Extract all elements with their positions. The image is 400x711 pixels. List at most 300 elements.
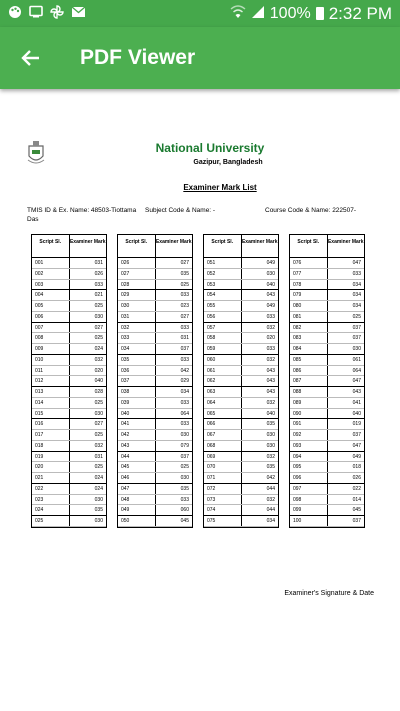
script-sl-cell: 033 bbox=[118, 333, 156, 343]
mark-cell: 037 bbox=[180, 453, 189, 460]
mark-cell: 024 bbox=[94, 346, 103, 352]
table-row bbox=[32, 366, 106, 377]
table-row bbox=[204, 280, 278, 291]
mark-cell: 049 bbox=[266, 260, 275, 266]
script-sl-cell: 026 bbox=[118, 258, 156, 268]
script-sl-cell: 047 bbox=[118, 484, 156, 494]
script-sl-cell: 024 bbox=[32, 505, 70, 515]
script-sl-cell: 066 bbox=[204, 419, 242, 429]
tv-icon bbox=[29, 5, 43, 22]
mark-cell: 033 bbox=[180, 399, 189, 406]
mark-cell: 026 bbox=[352, 475, 361, 481]
script-sl-cell: 081 bbox=[290, 312, 328, 322]
script-sl-cell: 067 bbox=[204, 430, 242, 440]
table-row bbox=[32, 323, 106, 334]
university-address: Gazipur, Bangladesh bbox=[193, 159, 263, 166]
script-sl-cell: 012 bbox=[32, 376, 70, 386]
script-sl-cell: 006 bbox=[32, 312, 70, 322]
mark-cell: 047 bbox=[352, 378, 361, 385]
table-row bbox=[204, 516, 278, 527]
table-row bbox=[204, 355, 278, 366]
mark-cell: 033 bbox=[94, 281, 103, 288]
mark-cell: 025 bbox=[352, 313, 361, 320]
table-row bbox=[118, 516, 192, 527]
script-sl-cell: 094 bbox=[290, 452, 328, 462]
mail-icon bbox=[71, 6, 86, 22]
mark-cell: 033 bbox=[180, 496, 189, 503]
script-sl-cell: 061 bbox=[204, 366, 242, 376]
mark-cell: 020 bbox=[266, 335, 275, 342]
table-row bbox=[118, 376, 192, 387]
script-sl-cell: 074 bbox=[204, 505, 242, 515]
mark-cell: 037 bbox=[352, 324, 361, 331]
script-sl-cell: 072 bbox=[204, 484, 242, 494]
table-row bbox=[204, 376, 278, 387]
table-row bbox=[118, 301, 192, 312]
table-row bbox=[32, 419, 106, 430]
header-script-sl: Script Sl. bbox=[290, 235, 328, 257]
table-row bbox=[118, 462, 192, 473]
header-examiner-mark: Examiner Mark bbox=[327, 239, 364, 245]
table-row bbox=[290, 280, 364, 291]
mark-cell: 030 bbox=[266, 442, 275, 449]
script-sl-cell: 001 bbox=[32, 258, 70, 268]
mark-cell: 033 bbox=[180, 324, 189, 331]
script-sl-cell: 073 bbox=[204, 495, 242, 505]
table-row bbox=[290, 452, 364, 463]
script-sl-cell: 014 bbox=[32, 398, 70, 408]
mark-cell: 028 bbox=[94, 389, 103, 395]
script-sl-cell: 036 bbox=[118, 366, 156, 376]
table-row bbox=[32, 516, 106, 527]
mark-cell: 042 bbox=[266, 475, 275, 481]
script-sl-cell: 016 bbox=[32, 419, 70, 429]
mark-cell: 022 bbox=[352, 485, 361, 492]
script-sl-cell: 053 bbox=[204, 280, 242, 290]
table-row bbox=[118, 430, 192, 441]
script-sl-cell: 007 bbox=[32, 323, 70, 333]
table-row bbox=[204, 441, 278, 452]
table-row bbox=[204, 312, 278, 323]
script-sl-cell: 098 bbox=[290, 495, 328, 505]
mark-cell: 030 bbox=[94, 518, 103, 524]
table-row bbox=[32, 312, 106, 323]
mark-cell: 027 bbox=[180, 313, 189, 320]
university-name: National University bbox=[155, 141, 265, 155]
mark-cell: 030 bbox=[180, 432, 189, 438]
script-sl-cell: 046 bbox=[118, 473, 156, 483]
table-row bbox=[290, 269, 364, 280]
script-sl-cell: 029 bbox=[118, 290, 156, 300]
mark-cell: 045 bbox=[180, 518, 189, 524]
script-sl-cell: 076 bbox=[290, 258, 328, 268]
script-sl-cell: 009 bbox=[32, 344, 70, 354]
script-sl-cell: 035 bbox=[118, 355, 156, 365]
mark-cell: 032 bbox=[94, 356, 103, 363]
mark-cell: 031 bbox=[180, 335, 189, 342]
header-script-sl: Script Sl. bbox=[32, 235, 70, 257]
mark-cell: 040 bbox=[266, 410, 275, 417]
mark-cell: 027 bbox=[94, 421, 103, 428]
mark-cell: 032 bbox=[266, 324, 275, 331]
header-script-sl: Script Sl. bbox=[118, 235, 156, 257]
script-sl-cell: 100 bbox=[290, 516, 328, 526]
script-sl-cell: 040 bbox=[118, 409, 156, 419]
table-row bbox=[32, 409, 106, 420]
table-row bbox=[290, 333, 364, 344]
mark-tables bbox=[31, 234, 365, 562]
mark-cell: 018 bbox=[352, 464, 361, 471]
table-row bbox=[32, 441, 106, 452]
mark-cell: 026 bbox=[94, 270, 103, 277]
table-row bbox=[290, 419, 364, 430]
mark-cell: 027 bbox=[180, 260, 189, 266]
script-sl-cell: 058 bbox=[204, 333, 242, 343]
mark-cell: 035 bbox=[266, 421, 275, 428]
script-sl-cell: 057 bbox=[204, 323, 242, 333]
script-sl-cell: 003 bbox=[32, 280, 70, 290]
table-row bbox=[32, 462, 106, 473]
table-row bbox=[204, 495, 278, 506]
table-row bbox=[118, 495, 192, 506]
mark-cell: 019 bbox=[352, 421, 361, 428]
notification-icons bbox=[8, 5, 86, 23]
mark-cell: 032 bbox=[266, 356, 275, 363]
script-sl-cell: 069 bbox=[204, 452, 242, 462]
script-sl-cell: 027 bbox=[118, 269, 156, 279]
mark-cell: 033 bbox=[266, 346, 275, 352]
script-sl-cell: 083 bbox=[290, 333, 328, 343]
table-row bbox=[118, 258, 192, 269]
script-sl-cell: 002 bbox=[32, 269, 70, 279]
script-sl-cell: 041 bbox=[118, 419, 156, 429]
table-header bbox=[290, 235, 364, 258]
script-sl-cell: 064 bbox=[204, 398, 242, 408]
table-row bbox=[118, 366, 192, 377]
mark-cell: 044 bbox=[266, 507, 275, 514]
script-sl-cell: 049 bbox=[118, 505, 156, 515]
script-sl-cell: 037 bbox=[118, 376, 156, 386]
script-sl-cell: 087 bbox=[290, 376, 328, 386]
table-row bbox=[32, 376, 106, 387]
mark-cell: 025 bbox=[94, 303, 103, 309]
table-row bbox=[204, 409, 278, 420]
script-sl-cell: 090 bbox=[290, 409, 328, 419]
script-sl-cell: 023 bbox=[32, 495, 70, 505]
table-row bbox=[118, 398, 192, 409]
mark-cell: 025 bbox=[94, 432, 103, 438]
script-sl-cell: 010 bbox=[32, 355, 70, 365]
table-row bbox=[290, 462, 364, 473]
system-status bbox=[230, 4, 392, 24]
script-sl-cell: 071 bbox=[204, 473, 242, 483]
mark-cell: 064 bbox=[180, 410, 189, 417]
table-row bbox=[118, 290, 192, 301]
table-row bbox=[204, 462, 278, 473]
table-row bbox=[32, 452, 106, 463]
script-sl-cell: 020 bbox=[32, 462, 70, 472]
script-sl-cell: 078 bbox=[290, 280, 328, 290]
table-row bbox=[32, 473, 106, 484]
table-row bbox=[290, 344, 364, 355]
table-row bbox=[290, 398, 364, 409]
clock: 2:32 PM bbox=[328, 3, 392, 23]
mark-cell: 043 bbox=[266, 389, 275, 395]
script-sl-cell: 099 bbox=[290, 505, 328, 515]
mark-cell: 040 bbox=[94, 378, 103, 385]
header-script-sl: Script Sl. bbox=[204, 235, 242, 257]
back-button[interactable] bbox=[0, 27, 62, 89]
script-sl-cell: 055 bbox=[204, 301, 242, 311]
mark-cell: 025 bbox=[94, 399, 103, 406]
script-sl-cell: 042 bbox=[118, 430, 156, 440]
mark-cell: 025 bbox=[94, 464, 103, 471]
table-row bbox=[290, 409, 364, 420]
table-row bbox=[32, 505, 106, 516]
mark-cell: 041 bbox=[352, 399, 361, 406]
table-row bbox=[32, 430, 106, 441]
mark-cell: 030 bbox=[180, 475, 189, 481]
mark-cell: 030 bbox=[352, 346, 361, 352]
table-row bbox=[204, 366, 278, 377]
script-sl-cell: 068 bbox=[204, 441, 242, 451]
mark-cell: 025 bbox=[180, 464, 189, 471]
status-bar bbox=[0, 0, 400, 27]
script-sl-cell: 052 bbox=[204, 269, 242, 279]
table-row bbox=[290, 484, 364, 495]
mark-cell: 023 bbox=[180, 303, 189, 309]
table-row bbox=[204, 419, 278, 430]
mark-cell: 060 bbox=[180, 507, 189, 514]
table-row bbox=[118, 280, 192, 291]
script-sl-cell: 060 bbox=[204, 355, 242, 365]
document-subtitle: Examiner Mark List bbox=[183, 183, 257, 192]
table-row bbox=[290, 366, 364, 377]
table-row bbox=[204, 290, 278, 301]
mark-cell: 024 bbox=[94, 475, 103, 481]
script-sl-cell: 022 bbox=[32, 484, 70, 494]
table-row bbox=[118, 387, 192, 398]
script-sl-cell: 031 bbox=[118, 312, 156, 322]
table-row bbox=[290, 495, 364, 506]
palette-icon bbox=[8, 5, 22, 23]
table-row bbox=[118, 409, 192, 420]
header-examiner-mark: Examiner Mark bbox=[241, 239, 278, 245]
mark-cell: 035 bbox=[266, 464, 275, 471]
mark-cell: 034 bbox=[180, 389, 189, 395]
script-sl-cell: 075 bbox=[204, 516, 242, 526]
mark-cell: 043 bbox=[266, 367, 275, 374]
pdf-page[interactable] bbox=[20, 130, 380, 610]
table-row bbox=[118, 452, 192, 463]
script-sl-cell: 050 bbox=[118, 516, 156, 526]
script-sl-cell: 011 bbox=[32, 366, 70, 376]
mark-table-2 bbox=[117, 234, 193, 528]
table-row bbox=[290, 301, 364, 312]
mark-cell: 030 bbox=[266, 432, 275, 438]
mark-cell: 061 bbox=[352, 356, 361, 363]
script-sl-cell: 054 bbox=[204, 290, 242, 300]
script-sl-cell: 021 bbox=[32, 473, 70, 483]
table-row bbox=[32, 495, 106, 506]
script-sl-cell: 063 bbox=[204, 387, 242, 397]
table-header bbox=[204, 235, 278, 258]
table-row bbox=[204, 452, 278, 463]
table-row bbox=[204, 323, 278, 334]
table-row bbox=[32, 269, 106, 280]
script-sl-cell: 084 bbox=[290, 344, 328, 354]
arrow-left-icon bbox=[21, 48, 41, 68]
script-sl-cell: 095 bbox=[290, 462, 328, 472]
mark-cell: 030 bbox=[94, 496, 103, 503]
mark-cell: 037 bbox=[352, 518, 361, 524]
mark-cell: 032 bbox=[266, 453, 275, 460]
script-sl-cell: 070 bbox=[204, 462, 242, 472]
table-row bbox=[290, 376, 364, 387]
script-sl-cell: 088 bbox=[290, 387, 328, 397]
table-row bbox=[290, 441, 364, 452]
mark-cell: 032 bbox=[266, 399, 275, 406]
script-sl-cell: 017 bbox=[32, 430, 70, 440]
script-sl-cell: 089 bbox=[290, 398, 328, 408]
script-sl-cell: 056 bbox=[204, 312, 242, 322]
battery-icon bbox=[316, 7, 324, 20]
script-sl-cell: 004 bbox=[32, 290, 70, 300]
script-sl-cell: 043 bbox=[118, 441, 156, 451]
table-row bbox=[32, 355, 106, 366]
mark-cell: 029 bbox=[180, 378, 189, 385]
script-sl-cell: 048 bbox=[118, 495, 156, 505]
battery-percent: 100% bbox=[269, 4, 311, 22]
course-info: Course Code & Name: 222507- bbox=[265, 207, 357, 214]
script-sl-cell: 030 bbox=[118, 301, 156, 311]
script-sl-cell: 045 bbox=[118, 462, 156, 472]
mark-cell: 033 bbox=[180, 356, 189, 363]
subject-info: Subject Code & Name: - bbox=[145, 207, 216, 214]
table-row bbox=[290, 505, 364, 516]
script-sl-cell: 085 bbox=[290, 355, 328, 365]
table-row bbox=[118, 269, 192, 280]
script-sl-cell: 013 bbox=[32, 387, 70, 397]
mark-cell: 034 bbox=[352, 303, 361, 309]
table-row bbox=[290, 430, 364, 441]
script-sl-cell: 079 bbox=[290, 290, 328, 300]
table-row bbox=[290, 387, 364, 398]
table-row bbox=[118, 419, 192, 430]
script-sl-cell: 062 bbox=[204, 376, 242, 386]
mark-cell: 044 bbox=[266, 485, 275, 492]
table-row bbox=[204, 258, 278, 269]
script-sl-cell: 018 bbox=[32, 441, 70, 451]
table-row bbox=[32, 290, 106, 301]
mark-cell: 040 bbox=[352, 410, 361, 417]
script-sl-cell: 091 bbox=[290, 419, 328, 429]
table-row bbox=[32, 398, 106, 409]
table-row bbox=[118, 441, 192, 452]
script-sl-cell: 092 bbox=[290, 430, 328, 440]
mark-cell: 037 bbox=[180, 346, 189, 352]
script-sl-cell: 080 bbox=[290, 301, 328, 311]
mark-cell: 045 bbox=[352, 507, 361, 514]
table-row bbox=[118, 355, 192, 366]
table-row bbox=[118, 333, 192, 344]
table-row bbox=[204, 344, 278, 355]
mark-cell: 030 bbox=[94, 410, 103, 417]
script-sl-cell: 044 bbox=[118, 452, 156, 462]
mark-table-4 bbox=[289, 234, 365, 528]
mark-cell: 031 bbox=[94, 453, 103, 460]
table-row bbox=[204, 301, 278, 312]
mark-cell: 037 bbox=[352, 335, 361, 342]
table-row bbox=[204, 484, 278, 495]
mark-cell: 024 bbox=[94, 485, 103, 492]
mark-cell: 031 bbox=[94, 260, 103, 266]
mark-cell: 037 bbox=[352, 432, 361, 438]
mark-cell: 033 bbox=[352, 270, 361, 277]
table-row bbox=[290, 312, 364, 323]
table-row bbox=[32, 333, 106, 344]
mark-cell: 040 bbox=[266, 281, 275, 288]
mark-cell: 033 bbox=[180, 292, 189, 299]
script-sl-cell: 065 bbox=[204, 409, 242, 419]
mark-table-1 bbox=[31, 234, 107, 528]
script-sl-cell: 019 bbox=[32, 452, 70, 462]
table-row bbox=[204, 398, 278, 409]
table-row bbox=[118, 484, 192, 495]
table-row bbox=[204, 333, 278, 344]
mark-cell: 025 bbox=[180, 281, 189, 288]
mark-cell: 034 bbox=[266, 518, 275, 524]
mark-cell: 021 bbox=[94, 292, 103, 299]
table-row bbox=[118, 344, 192, 355]
mark-cell: 020 bbox=[94, 367, 103, 374]
table-row bbox=[204, 473, 278, 484]
script-sl-cell: 025 bbox=[32, 516, 70, 526]
script-sl-cell: 015 bbox=[32, 409, 70, 419]
table-row bbox=[204, 505, 278, 516]
mark-cell: 043 bbox=[266, 378, 275, 385]
wifi-icon bbox=[230, 5, 246, 23]
table-row bbox=[204, 387, 278, 398]
table-header bbox=[118, 235, 192, 258]
header-examiner-mark: Examiner Mark bbox=[69, 239, 106, 245]
script-sl-cell: 077 bbox=[290, 269, 328, 279]
mark-cell: 034 bbox=[352, 292, 361, 299]
script-sl-cell: 005 bbox=[32, 301, 70, 311]
table-row bbox=[118, 323, 192, 334]
table-row bbox=[204, 269, 278, 280]
mark-cell: 033 bbox=[266, 313, 275, 320]
app-title: PDF Viewer bbox=[80, 46, 196, 69]
script-sl-cell: 038 bbox=[118, 387, 156, 397]
mark-cell: 064 bbox=[352, 367, 361, 374]
table-row bbox=[204, 430, 278, 441]
script-sl-cell: 093 bbox=[290, 441, 328, 451]
script-sl-cell: 039 bbox=[118, 398, 156, 408]
script-sl-cell: 008 bbox=[32, 333, 70, 343]
mark-cell: 032 bbox=[94, 442, 103, 449]
mark-table-3 bbox=[203, 234, 279, 528]
table-row bbox=[118, 505, 192, 516]
pinwheel-icon bbox=[50, 5, 64, 23]
mark-cell: 035 bbox=[180, 270, 189, 277]
mark-cell: 033 bbox=[180, 421, 189, 428]
signal-icon bbox=[251, 5, 265, 23]
mark-cell: 043 bbox=[352, 389, 361, 395]
script-sl-cell: 034 bbox=[118, 344, 156, 354]
mark-cell: 049 bbox=[266, 303, 275, 309]
mark-cell: 043 bbox=[266, 292, 275, 299]
